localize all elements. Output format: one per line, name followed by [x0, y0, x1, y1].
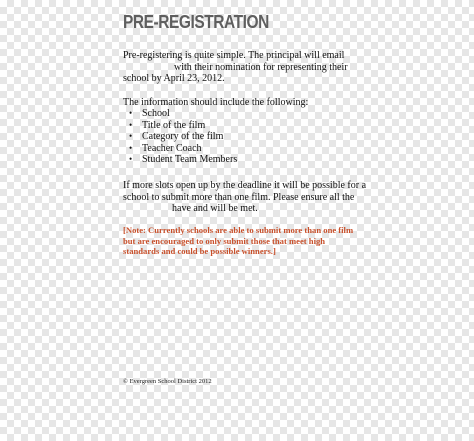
page-title: PRE-REGISTRATION	[123, 12, 269, 32]
list-item	[129, 108, 237, 120]
list-item-label: Student Team Members	[142, 154, 238, 166]
bullet-icon: •	[129, 154, 133, 165]
bullet-icon: •	[129, 142, 133, 153]
note-line-1: [Note: Currently schools are able to submit more than one film	[123, 225, 354, 235]
intro-line-2: with their nomination for representing their	[174, 61, 348, 73]
list-intro: The information should include the following:	[123, 97, 309, 108]
list-item-label: Category of the film	[142, 131, 224, 143]
intro-line-1: Pre-registering is quite simple. The principal will email	[123, 50, 345, 61]
copyright-footer: © Evergreen School District 2012	[123, 378, 212, 385]
list-item-label: School	[142, 108, 170, 119]
note-paragraph	[123, 225, 353, 257]
note-line-3: standards and could be possible winners.]	[123, 246, 276, 257]
slots-line-2: school to submit more than one film. Please ensure all the	[123, 191, 355, 203]
slots-paragraph	[123, 180, 366, 215]
note-line-2: but are encouraged to only submit those that meet high	[123, 235, 326, 246]
list-item	[129, 154, 237, 166]
info-list	[129, 108, 237, 166]
slots-line-3: have and will be met.	[172, 203, 258, 215]
bullet-icon: •	[129, 119, 133, 130]
bullet-icon: •	[129, 108, 133, 118]
intro-line-3: school by April 23, 2012.	[123, 73, 225, 85]
list-item-label: Teacher Coach	[142, 142, 202, 154]
slots-line-1: If more slots open up by the deadline it will be possible for a	[123, 180, 367, 191]
intro-paragraph	[123, 50, 348, 85]
bullet-icon: •	[129, 131, 133, 142]
list-item	[129, 131, 237, 143]
list-item-label: Title of the film	[142, 119, 206, 131]
list-item	[129, 120, 237, 132]
list-item	[129, 143, 237, 155]
